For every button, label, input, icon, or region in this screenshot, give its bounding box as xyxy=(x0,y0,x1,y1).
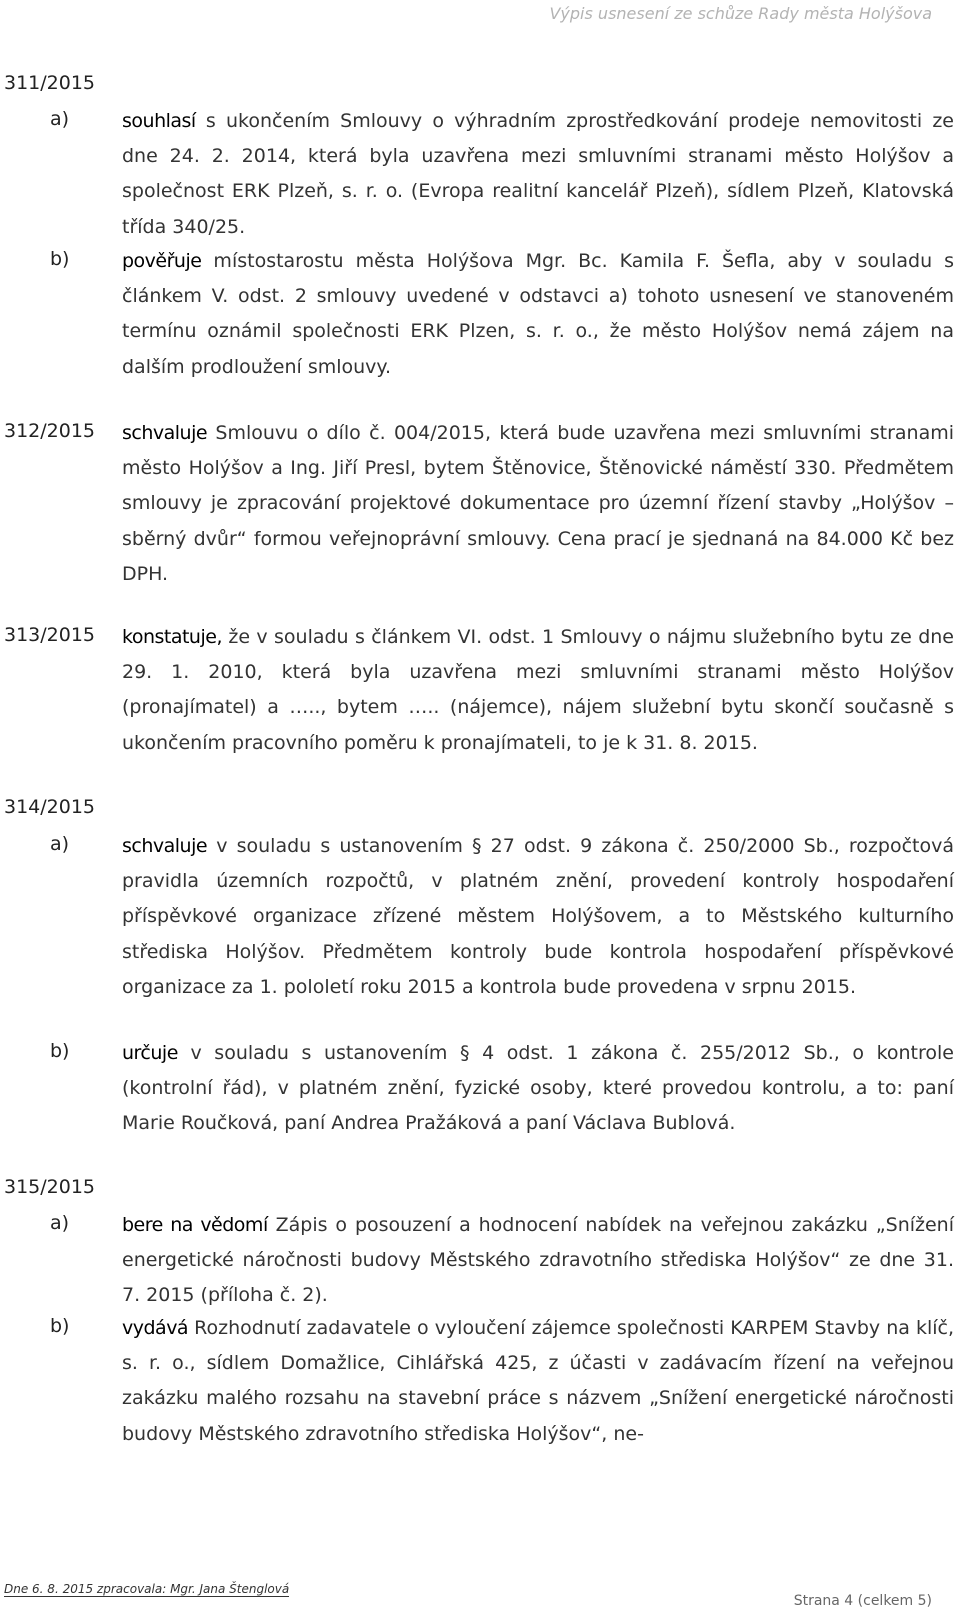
page-number: Strana 4 (celkem 5) xyxy=(793,1593,932,1609)
resolution-item-text xyxy=(122,1036,954,1142)
resolution-item-text xyxy=(122,829,954,1005)
item-body: místostarostu města Holýšova Mgr. Bc. Kamila F. Šefla, aby v souladu s článkem V. odst. 2 smlouvy uvedené v odstavci a) tohoto usnesení ve stanoveném termínu oznámil společnosti ERK Plzen, s. r. o., že město Holýšov nemá zájem na dalším prodloužení smlouvy. xyxy=(122,250,954,378)
resolution-body: Smlouvu o dílo č. 004/2015, která bude uzavřena mezi smluvními stranami město Holýšov a Ing. Jiří Presl, bytem Štěnovice, Štěnovické náměstí 330. Předmětem smlouvy je zpracování projektové dokumentace pro územní řízení stavby „Holýšov – sběrný dvůr“ formou veřejnoprávní smlouvy. Cena prací je sjednaná na 84.000 Kč bez DPH. xyxy=(122,422,954,585)
resolution-text xyxy=(122,416,954,592)
item-body: s ukončením Smlouvy o výhradním zprostředkování prodeje nemovitosti ze dne 24. 2. 2014, která byla uzavřena mezi smluvními stranami město Holýšov a společnost ERK Plzeň, s. r. o. (Evropa realitní kancelář Plzeň), sídlem Plzeň, Klatovská třída 340/25. xyxy=(122,110,954,238)
keyword: vydává xyxy=(122,1317,189,1339)
resolution-item-text xyxy=(122,1208,954,1314)
keyword: pověřuje xyxy=(122,250,202,272)
resolution-number: 311/2015 xyxy=(4,72,96,94)
item-label: b) xyxy=(50,248,70,270)
resolution-number: 313/2015 xyxy=(4,624,96,646)
resolution-item-text xyxy=(122,244,954,385)
keyword: schvaluje xyxy=(122,835,208,857)
item-label: b) xyxy=(50,1315,70,1337)
resolution-item-text xyxy=(122,1311,954,1452)
item-body: Rozhodnutí zadavatele o vyloučení zájemce společnosti KARPEM Stavby na klíč, s. r. o., sídlem Domažlice, Cihlářská 425, z účasti v zadávacím řízení na veřejnou zakázku malého rozsahu na stavební práce s názvem „Snížení energetické náročnosti budovy Městského zdravotního střediska Holýšov“, ne- xyxy=(122,1317,954,1445)
item-label: a) xyxy=(50,833,70,855)
resolution-item-text xyxy=(122,104,954,245)
item-label: a) xyxy=(50,108,70,130)
item-label: a) xyxy=(50,1212,70,1234)
keyword: určuje xyxy=(122,1042,178,1064)
item-body: v souladu s ustanovením § 4 odst. 1 zákona č. 255/2012 Sb., o kontrole (kontrolní řád), v platném znění, fyzické osoby, které provedou kontrolu, a to: paní Marie Roučková, paní Andrea Pražáková a paní Václava Bublová. xyxy=(122,1042,954,1135)
footer-author: Dne 6. 8. 2015 zpracovala: Mgr. Jana Štenglová xyxy=(4,1582,290,1596)
page-header: Výpis usnesení ze schůze Rady města Holýšova xyxy=(549,4,932,23)
resolution-text xyxy=(122,620,954,761)
keyword: bere na vědomí xyxy=(122,1214,268,1236)
resolution-body: že v souladu s článkem VI. odst. 1 Smlouvy o nájmu služebního bytu ze dne 29. 1. 2010, která byla uzavřena mezi smluvními stranami město Holýšov (pronajímatel) a ….., bytem ….. (nájemce), nájem služební bytu skončí současně s ukončením pracovního poměru k pronajímateli, to je k 31. 8. 2015. xyxy=(122,626,954,754)
keyword: konstatuje, xyxy=(122,626,222,648)
keyword: schvaluje xyxy=(122,422,208,444)
item-body: Zápis o posouzení a hodnocení nabídek na veřejnou zakázku „Snížení energetické náročnosti budovy Městského zdravotního střediska Holýšov“ ze dne 31. 7. 2015 (příloha č. 2). xyxy=(122,1214,954,1307)
resolution-number: 315/2015 xyxy=(4,1176,96,1198)
keyword: souhlasí xyxy=(122,110,196,132)
item-body: v souladu s ustanovením § 27 odst. 9 zákona č. 250/2000 Sb., rozpočtová pravidla územních rozpočtů, v platném znění, provedení kontroly hospodaření příspěvkové organizace zřízené městem Holýšovem, a to Městského kulturního střediska Holýšov. Předmětem kontroly bude kontrola hospodaření příspěvkové organizace za 1. pololetí roku 2015 a kontrola bude provedena v srpnu 2015. xyxy=(122,835,954,998)
item-label: b) xyxy=(50,1040,70,1062)
resolution-number: 314/2015 xyxy=(4,796,96,818)
resolution-number: 312/2015 xyxy=(4,420,96,442)
